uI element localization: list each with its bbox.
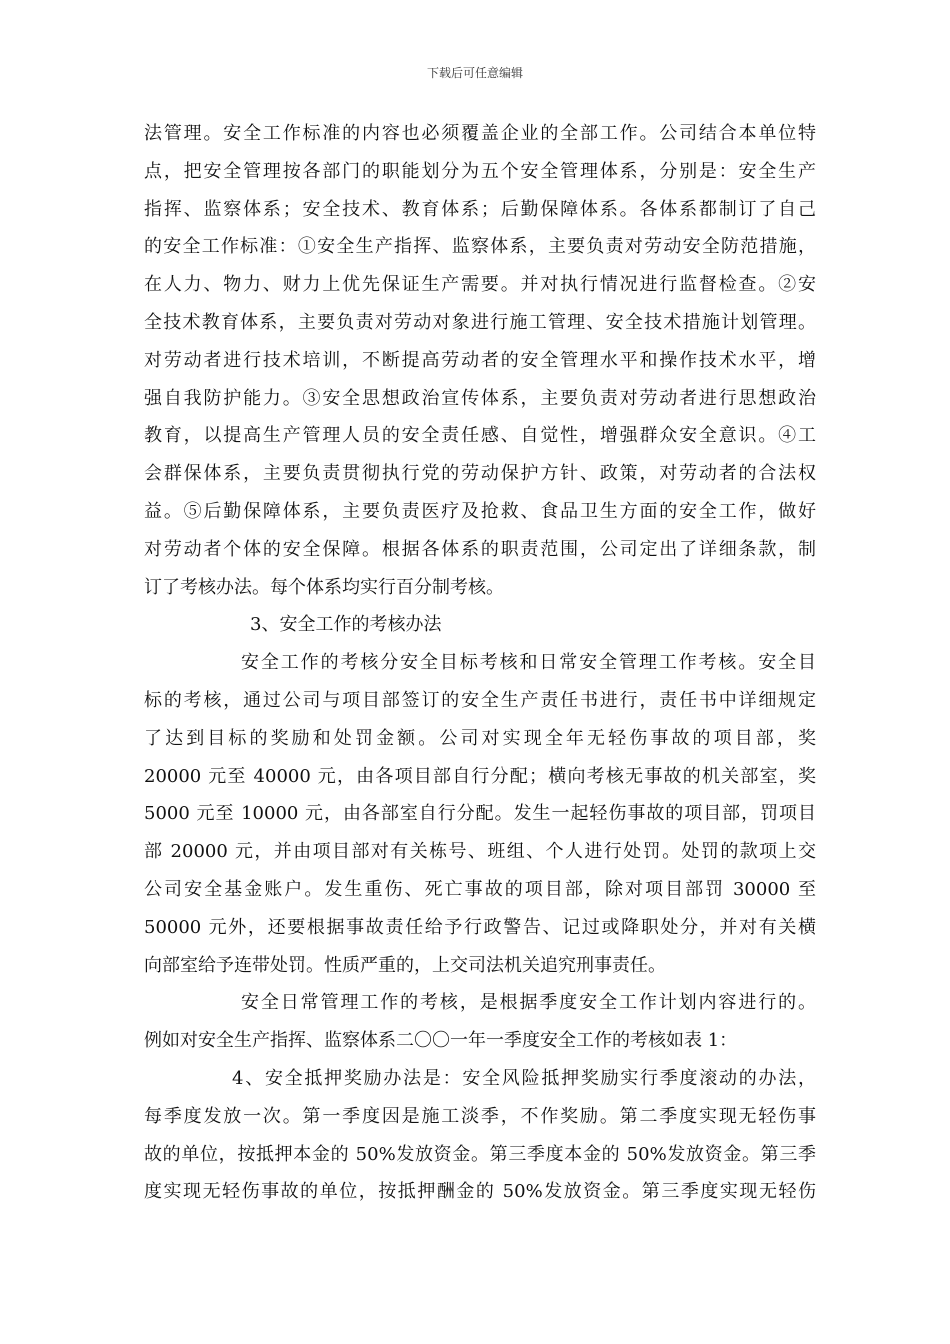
paragraph-line: 故的单位，按抵押本金的 50%发放资金。第三季度本金的 50%发放资金。第三季	[144, 1143, 816, 1165]
paragraph-line: 向部室给予连带处罚。性质严重的，上交司法机关追究刑事责任。	[144, 954, 666, 976]
paragraph-line: 安全日常管理工作的考核，是根据季度安全工作计划内容进行的。	[241, 992, 816, 1014]
paragraph-line: 点，把安全管理按各部门的职能划分为五个安全管理体系，分别是：安全生产	[144, 160, 816, 182]
paragraph-line: 50000 元外，还要根据事故责任给予行政警告、记过或降职处分，并对有关横	[144, 916, 816, 938]
section-heading: 4、安全抵押奖励办法是：安全风险抵押奖励实行季度滚动的办法，	[232, 1067, 816, 1089]
section-heading: 3、安全工作的考核办法	[250, 614, 442, 636]
paragraph-line: 在人力、物力、财力上优先保证生产需要。并对执行情况进行监督检查。②安	[144, 274, 816, 296]
paragraph-line: 指挥、监察体系；安全技术、教育体系；后勤保障体系。各体系都制订了自己	[144, 198, 816, 220]
paragraph-line: 强自我防护能力。③安全思想政治宣传体系，主要负责对劳动者进行思想政治	[144, 387, 816, 409]
paragraph-line: 订了考核办法。每个体系均实行百分制考核。	[144, 576, 504, 598]
paragraph-line: 每季度发放一次。第一季度因是施工淡季，不作奖励。第二季度实现无轻伤事	[144, 1105, 816, 1127]
paragraph-line: 标的考核，通过公司与项目部签订的安全生产责任书进行，责任书中详细规定	[144, 689, 816, 711]
paragraph-line: 度实现无轻伤事故的单位，按抵押酬金的 50%发放资金。第三季度实现无轻伤	[144, 1181, 816, 1203]
paragraph-line: 法管理。安全工作标准的内容也必须覆盖企业的全部工作。公司结合本单位特	[144, 123, 816, 144]
paragraph-line: 全技术教育体系，主要负责对劳动对象进行施工管理、安全技术措施计划管理。	[144, 311, 816, 333]
paragraph-line: 公司安全基金账户。发生重伤、死亡事故的项目部，除对项目部罚 30000 至	[144, 878, 816, 900]
paragraph-line: 20000 元至 40000 元，由各项目部自行分配；横向考核无事故的机关部室，奖	[144, 765, 816, 787]
body-text	[144, 115, 816, 1211]
paragraph-line: 5000 元至 10000 元，由各部室自行分配。发生一起轻伤事故的项目部，罚项目	[144, 803, 816, 825]
page-header: 下载后可任意编辑	[426, 66, 523, 80]
paragraph-line: 安全工作的考核分安全目标考核和日常安全管理工作考核。安全目	[241, 652, 816, 674]
paragraph-line: 了达到目标的奖励和处罚金额。公司对实现全年无轻伤事故的项目部，奖	[144, 727, 816, 749]
paragraph-line: 例如对安全生产指挥、监察体系二〇〇一年一季度安全工作的考核如表 1：	[144, 1030, 738, 1052]
paragraph-line: 教育，以提高生产管理人员的安全责任感、自觉性，增强群众安全意识。④工	[144, 425, 816, 447]
paragraph-line: 益。⑤后勤保障体系，主要负责医疗及抢救、食品卫生方面的安全工作，做好	[144, 500, 816, 522]
paragraph-line: 的安全工作标准：①安全生产指挥、监察体系，主要负责对劳动安全防范措施，	[144, 236, 816, 258]
paragraph-line: 对劳动者个体的安全保障。根据各体系的职责范围，公司定出了详细条款，制	[144, 538, 816, 560]
paragraph-line: 对劳动者进行技术培训，不断提高劳动者的安全管理水平和操作技术水平，增	[144, 349, 816, 371]
paragraph-line: 会群保体系，主要负责贯彻执行党的劳动保护方针、政策，对劳动者的合法权	[144, 463, 816, 485]
paragraph-line: 部 20000 元，并由项目部对有关栋号、班组、个人进行处罚。处罚的款项上交	[144, 841, 816, 863]
